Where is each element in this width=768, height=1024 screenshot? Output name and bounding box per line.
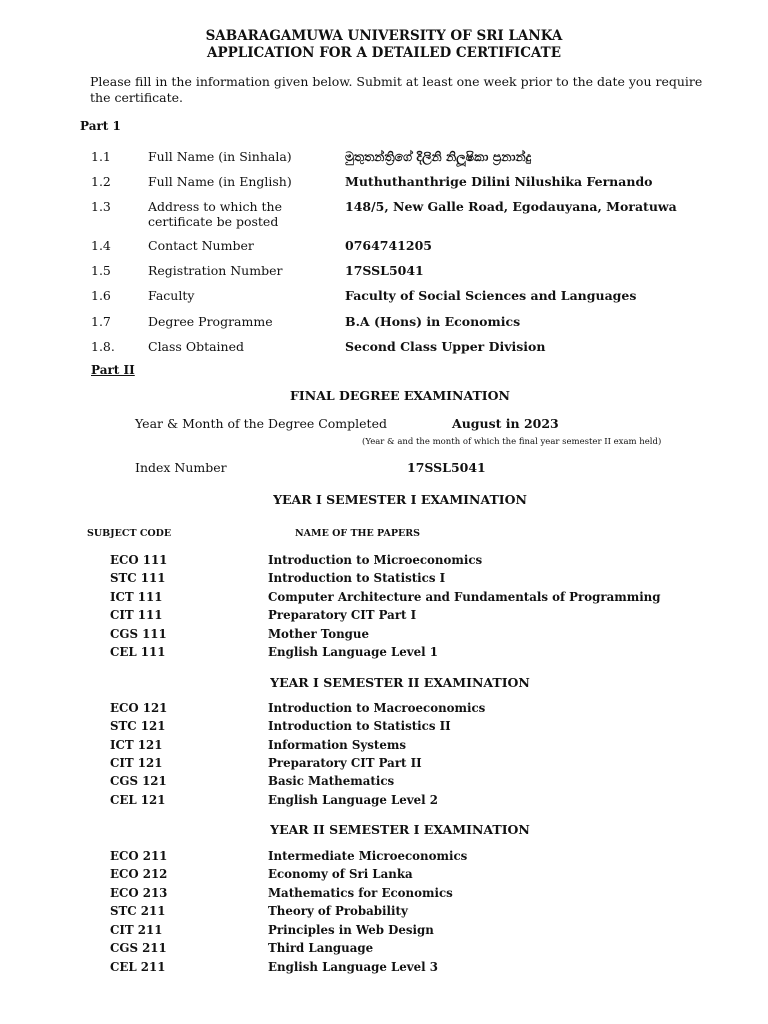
field-value: මුතුතන්ත්‍රිගේ දිලිනි නිලූෂිකා ප්‍රනාන්දු (345, 149, 532, 164)
subject-code: ECO 111 (110, 553, 168, 567)
field-value: 0764741205 (345, 238, 432, 253)
final-exam-heading: FINAL DEGREE EXAMINATION (290, 388, 510, 403)
paper-name: Theory of Probability (268, 904, 408, 918)
part1-row (0, 199, 768, 235)
form-title: APPLICATION FOR A DETAILED CERTIFICATE (206, 45, 562, 61)
field-value: Faculty of Social Sciences and Languages (345, 288, 637, 303)
semester-heading: YEAR I SEMESTER II EXAMINATION (270, 675, 530, 690)
subject-code: STC 111 (110, 571, 166, 585)
index-number-label: Index Number (135, 460, 227, 475)
paper-name: Introduction to Macroeconomics (268, 701, 486, 715)
subject-row (0, 793, 768, 811)
row-number: 1.2 (91, 174, 111, 189)
part1-row (0, 263, 768, 287)
subject-row (0, 719, 768, 737)
paper-name: Introduction to Statistics II (268, 719, 451, 733)
paper-name: Basic Mathematics (268, 774, 395, 788)
subject-code: CGS 121 (110, 774, 167, 788)
paper-name: Preparatory CIT Part II (268, 756, 422, 770)
field-value: 17SSL5041 (345, 263, 424, 278)
subject-code: ECO 213 (110, 886, 168, 900)
field-value: 148/5, New Galle Road, Egodauyana, Moratuwa (345, 199, 677, 214)
row-number: 1.8. (91, 339, 115, 354)
subject-row (0, 849, 768, 867)
subject-code: STC 211 (110, 904, 166, 918)
subject-row (0, 608, 768, 626)
part1-row (0, 314, 768, 338)
year-month-value: August in 2023 (452, 416, 559, 431)
row-number: 1.6 (91, 288, 111, 303)
subject-row (0, 756, 768, 774)
semester-heading: YEAR II SEMESTER I EXAMINATION (270, 822, 530, 837)
paper-name: Introduction to Microeconomics (268, 553, 483, 567)
paper-name: Mother Tongue (268, 627, 369, 641)
paper-name: Principles in Web Design (268, 923, 434, 937)
paper-name: English Language Level 2 (268, 793, 438, 807)
field-value: Muthuthanthrige Dilini Nilushika Fernando (345, 174, 653, 189)
part1-row (0, 174, 768, 198)
subject-row (0, 867, 768, 885)
paper-name: Information Systems (268, 738, 406, 752)
subject-row (0, 590, 768, 608)
row-number: 1.7 (91, 314, 111, 329)
subject-row (0, 571, 768, 589)
row-number: 1.3 (91, 199, 111, 214)
subject-code: CGS 211 (110, 941, 167, 955)
field-label: Full Name (in English) (148, 174, 292, 189)
subject-code: ICT 121 (110, 738, 163, 752)
subject-row (0, 941, 768, 959)
field-label: Full Name (in Sinhala) (148, 149, 292, 164)
subject-row (0, 923, 768, 941)
part1-row (0, 149, 768, 173)
subject-row (0, 886, 768, 904)
paper-name: Economy of Sri Lanka (268, 867, 413, 881)
subject-code: CIT 211 (110, 923, 163, 937)
paper-name: Introduction to Statistics I (268, 571, 446, 585)
subject-row (0, 645, 768, 663)
paper-name: English Language Level 1 (268, 645, 438, 659)
subject-code: STC 121 (110, 719, 166, 733)
subject-row (0, 960, 768, 978)
subject-code: CEL 211 (110, 960, 166, 974)
field-value: Second Class Upper Division (345, 339, 546, 354)
subject-code: CIT 111 (110, 608, 163, 622)
university-title: SABARAGAMUWA UNIVERSITY OF SRI LANKA (205, 28, 563, 44)
paper-name: Third Language (268, 941, 374, 955)
row-number: 1.4 (91, 238, 111, 253)
index-number-value: 17SSL5041 (407, 460, 486, 475)
field-label: Degree Programme (148, 314, 273, 329)
paper-name: Mathematics for Economics (268, 886, 453, 900)
field-label: Class Obtained (148, 339, 244, 354)
subject-code: CIT 121 (110, 756, 163, 770)
semester-heading: YEAR I SEMESTER I EXAMINATION (273, 492, 527, 507)
field-label: Contact Number (148, 238, 254, 253)
paper-name: Computer Architecture and Fundamentals of Programming (268, 590, 661, 604)
paper-name-column-header: NAME OF THE PAPERS (295, 528, 421, 539)
subject-code: ECO 211 (110, 849, 168, 863)
subject-row (0, 904, 768, 922)
subject-code: CEL 111 (110, 645, 166, 659)
part1-row (0, 339, 768, 363)
paper-name: Preparatory CIT Part I (268, 608, 417, 622)
field-value: B.A (Hons) in Economics (345, 314, 521, 329)
field-label: Address to which the certificate be posted (148, 199, 282, 229)
row-number: 1.1 (91, 149, 111, 164)
part1-row (0, 238, 768, 262)
paper-name: Intermediate Microeconomics (268, 849, 468, 863)
subject-code: ICT 111 (110, 590, 163, 604)
part1-row (0, 288, 768, 312)
paper-name: English Language Level 3 (268, 960, 438, 974)
subject-code: CEL 121 (110, 793, 166, 807)
subject-row (0, 738, 768, 756)
part2-heading: Part II (91, 363, 135, 377)
field-label: Registration Number (148, 263, 283, 278)
subject-row (0, 774, 768, 792)
year-month-note: (Year & and the month of which the final year semester II exam held) (362, 437, 662, 447)
subject-row (0, 627, 768, 645)
row-number: 1.5 (91, 263, 111, 278)
subject-code: ECO 212 (110, 867, 168, 881)
year-month-label: Year & Month of the Degree Completed (135, 416, 387, 431)
subject-row (0, 701, 768, 719)
subject-code: ECO 121 (110, 701, 168, 715)
subject-row (0, 553, 768, 571)
field-label: Faculty (148, 288, 195, 303)
part1-heading: Part 1 (80, 119, 121, 133)
subject-code-column-header: SUBJECT CODE (87, 528, 172, 539)
subject-code: CGS 111 (110, 627, 167, 641)
intro-instructions: Please fill in the information given below. Submit at least one week prior to the date you require the certificate. (90, 74, 703, 105)
